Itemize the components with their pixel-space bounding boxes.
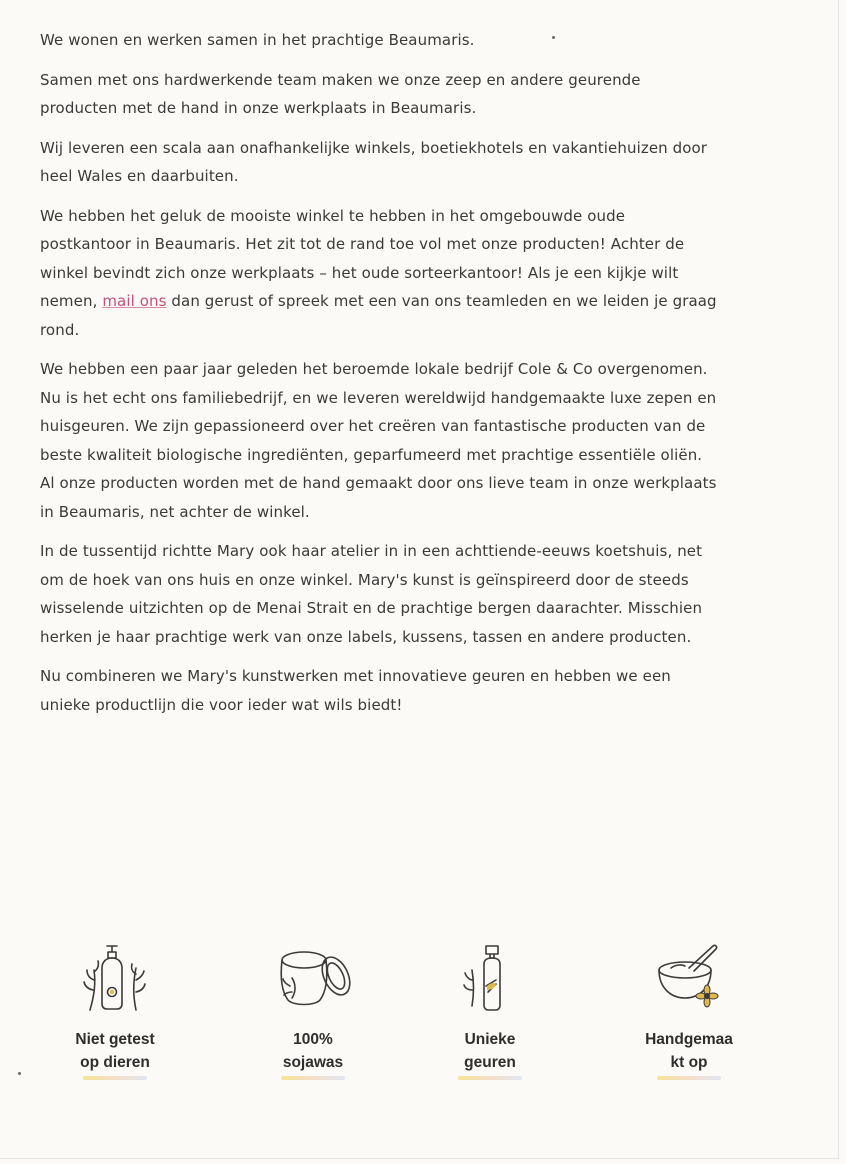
feature-label-line1: 100% (293, 1031, 333, 1048)
feature-unique-scents (415, 940, 565, 1074)
paragraph-3: Wij leveren een scala aan onafhankelijke winkels, boetiekhotels en vakantiehuizen door heel Wales en daarbuiten. (40, 138, 708, 185)
feature-label-line2: op dieren (40, 1051, 190, 1074)
paragraph-4-before: We hebben het geluk de mooiste winkel te hebben in het omgebouwde oude postkantoor in Beaumaris. Het zit tot de rand toe vol met onze producten! Achter de winkel bevindt zich onze werkplaats – het oude sorteerkantoor! Als je een kijkje wilt nemen, (40, 206, 685, 310)
paragraph-7: Nu combineren we Mary's kunstwerken met innovatieve geuren en hebben we een unieke productlijn die voor ieder wat wils biedt! (40, 667, 671, 714)
paragraph-4-after: dan gerust of spreek met een van ons teamleden en we leiden je graag rond. (40, 292, 717, 339)
speck (552, 36, 555, 39)
feature-label (40, 1028, 190, 1074)
mortar-bowl-icon (649, 940, 729, 1014)
jar-icon (268, 940, 358, 1014)
feature-label-line1: Handgemaa (645, 1031, 733, 1048)
feature-label-line1: Unieke (464, 1031, 516, 1048)
feature-label (614, 1028, 764, 1074)
paragraph-5: We hebben een paar jaar geleden het beroemde lokale bedrijf Cole & Co overgenomen. Nu is het echt ons familiebedrijf, en we leveren wereldwijd handgemaakte luxe zepen en huisgeuren. We zijn gepassioneerd over het creëren van fantastische producten van de beste kwaliteit biologische ingrediënten, geparfumeerd met prachtige essentiële oliën. Al onze producten worden met de hand gemaakt door ons lieve team in onze werkplaats in Beaumaris, net achter de winkel. (40, 360, 717, 521)
feature-handmade (614, 940, 764, 1074)
feature-label (415, 1028, 565, 1074)
feature-badges (40, 940, 780, 1120)
paragraph-4 (40, 202, 720, 345)
body-text (40, 26, 720, 730)
feature-not-tested-on-animals (40, 940, 190, 1074)
feature-label (238, 1028, 388, 1074)
paragraph-1: We wonen en werken samen in het prachtige Beaumaris. (40, 31, 475, 49)
paragraph-6: In de tussentijd richtte Mary ook haar atelier in in een achttiende-eeuws koetshuis, net om de hoek van ons huis en onze winkel. Mary's kunst is geïnspireerd door de steeds wisselende uitzichten op de Menai Strait en de prachtige bergen daarachter. Misschien herken je haar prachtige werk van onze labels, kussens, tassen en andere producten. (40, 542, 703, 646)
soap-bottle-icon (80, 940, 150, 1014)
feature-label-line2: kt op (614, 1051, 764, 1074)
feature-label-line1: Niet getest (75, 1031, 155, 1048)
feature-label-line2: sojawas (238, 1051, 388, 1074)
paragraph-2: Samen met ons hardwerkende team maken we onze zeep en andere geurende producten met de hand in onze werkplaats in Beaumaris. (40, 70, 641, 117)
mail-us-link[interactable]: mail ons (102, 292, 167, 310)
feature-soy-wax (238, 940, 388, 1074)
feature-label-line2: geuren (415, 1051, 565, 1074)
spray-bottle-icon (460, 940, 520, 1014)
speck (18, 1072, 21, 1075)
